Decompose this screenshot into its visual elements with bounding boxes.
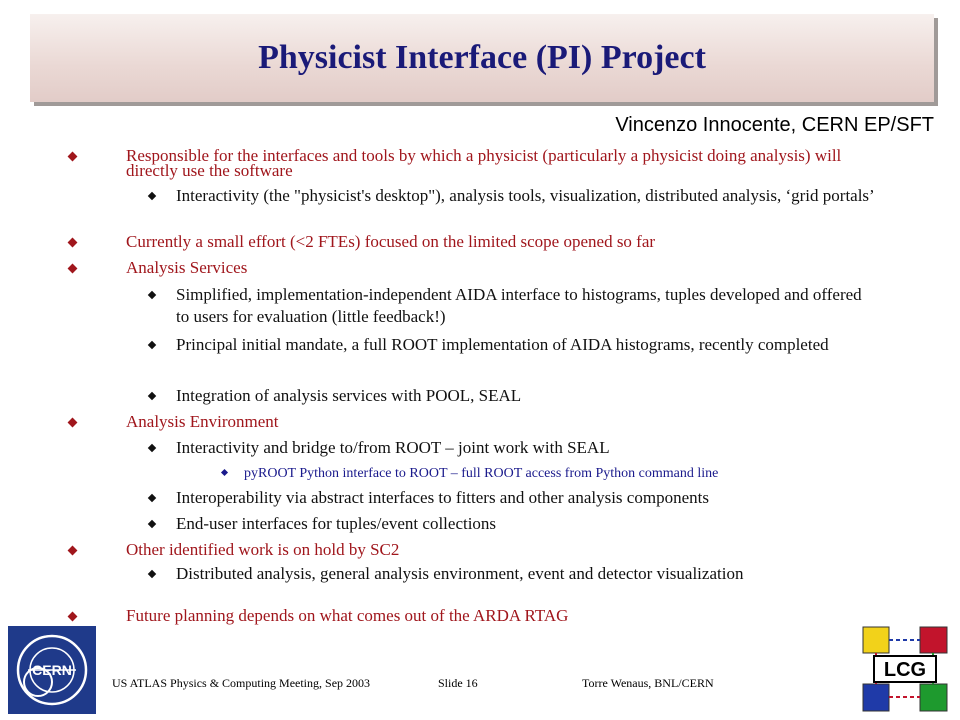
sub-bullet-item: Interactivity (the "physicist's desktop"), analysis tools, visualization, distributed analysis, ‘grid portals’ <box>176 188 876 203</box>
sub-bullet-item: Integration of analysis services with POOL, SEAL <box>176 388 876 403</box>
title-banner <box>30 14 934 102</box>
bullet-diamond-icon <box>68 238 78 248</box>
footer-presenter: Torre Wenaus, BNL/CERN <box>582 676 714 690</box>
bullet-diamond-icon <box>148 444 156 452</box>
bullet-item: Currently a small effort (<2 FTEs) focused on the limited scope opened so far <box>126 234 896 249</box>
bullet-item: Other identified work is on hold by SC2 <box>126 542 896 557</box>
cern-logo-text: CERN <box>32 662 72 678</box>
lcg-logo <box>860 624 950 714</box>
bullet-diamond-icon <box>68 612 78 622</box>
bullet-item: Analysis Services <box>126 260 896 275</box>
sub-bullet-item: Principal initial mandate, a full ROOT implementation of AIDA histograms, recently completed <box>176 334 876 356</box>
footer-slide-number: Slide 16 <box>438 676 478 690</box>
bullet-diamond-icon <box>148 192 156 200</box>
slide-title: Physicist Interface (PI) Project <box>258 39 706 76</box>
bullet-diamond-icon <box>148 570 156 578</box>
sub-bullet-item: Distributed analysis, general analysis environment, event and detector visualization <box>176 566 876 581</box>
bullet-diamond-icon <box>148 392 156 400</box>
bullet-diamond-icon <box>148 341 156 349</box>
author-line: Vincenzo Innocente, CERN EP/SFT <box>615 114 934 136</box>
sub-bullet-item: End-user interfaces for tuples/event collections <box>176 516 876 531</box>
bullet-diamond-icon <box>221 469 228 476</box>
cern-logo <box>8 626 96 714</box>
bullet-diamond-icon <box>68 546 78 556</box>
sub-bullet-item: Interactivity and bridge to/from ROOT – joint work with SEAL <box>176 440 876 455</box>
bullet-diamond-icon <box>68 418 78 428</box>
sub-bullet-item: Simplified, implementation-independent AIDA interface to histograms, tuples developed and offered to users for evaluation (little feedback!) <box>176 284 876 328</box>
bullet-diamond-icon <box>148 494 156 502</box>
sub-sub-bullet-item: pyROOT Python interface to ROOT – full ROOT access from Python command line <box>244 466 904 481</box>
bullet-diamond-icon <box>68 152 78 162</box>
lcg-logo-text: LCG <box>883 659 927 681</box>
bullet-diamond-icon <box>148 520 156 528</box>
bullet-diamond-icon <box>148 291 156 299</box>
bullet-item: Analysis Environment <box>126 414 896 429</box>
bullet-diamond-icon <box>68 264 78 274</box>
bullet-item: Future planning depends on what comes out of the ARDA RTAG <box>126 608 896 623</box>
sub-bullet-item: Interoperability via abstract interfaces to fitters and other analysis components <box>176 490 876 505</box>
footer-meeting: US ATLAS Physics & Computing Meeting, Sep 2003 <box>112 676 371 690</box>
bullet-item: Responsible for the interfaces and tools by which a physicist (particularly a physicist doing analysis) will directly use the software <box>126 148 896 178</box>
